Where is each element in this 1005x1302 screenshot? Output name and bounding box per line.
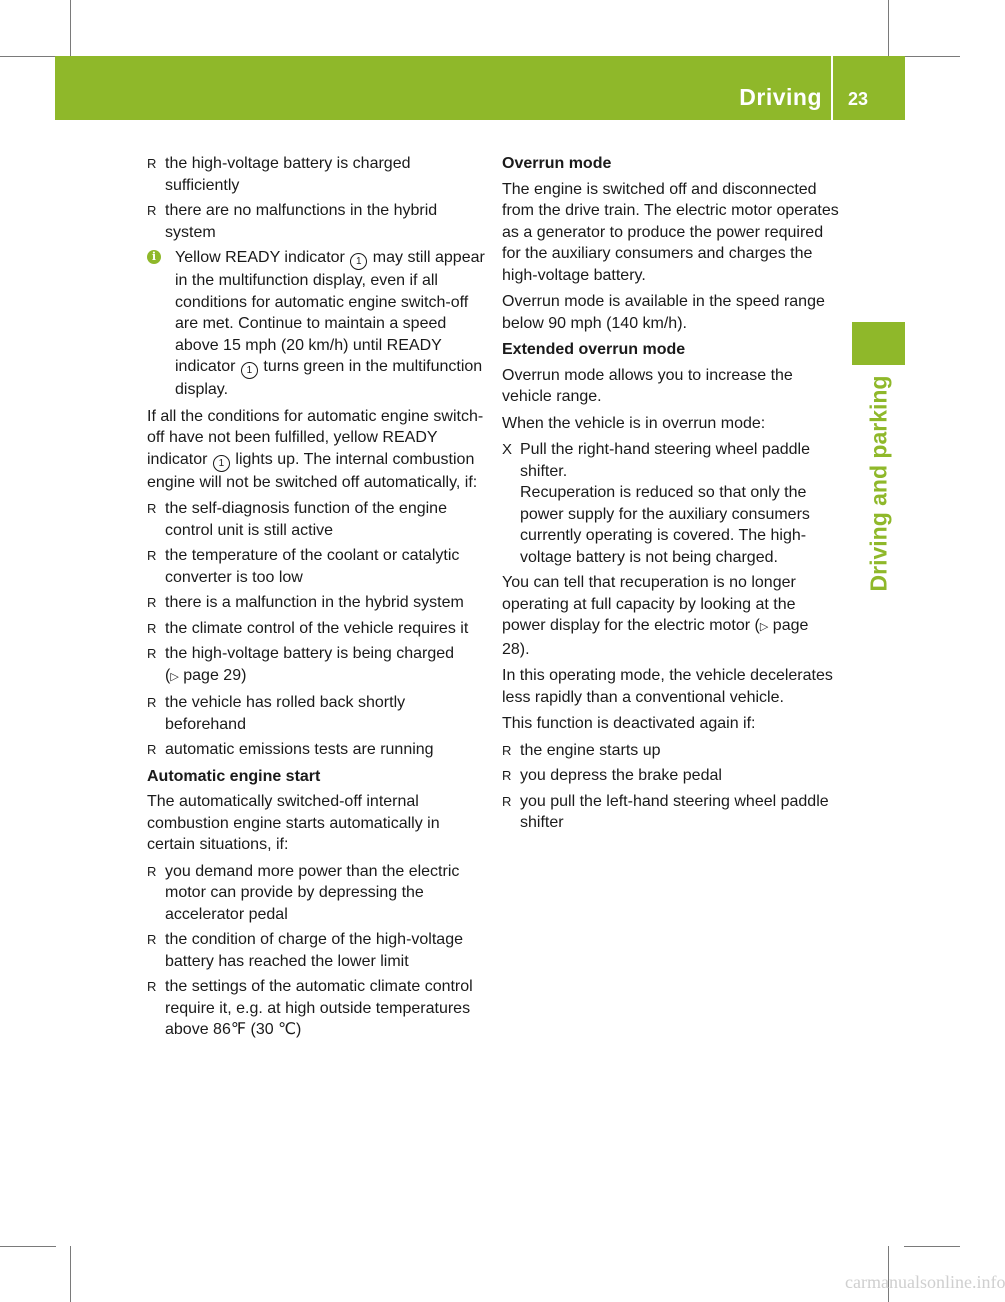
page-number: 23 (848, 89, 869, 109)
paragraph: This function is deactivated again if: (502, 715, 756, 732)
list-item: R there are no malfunctions in the hybrid system (147, 202, 438, 241)
bullet-icon: R (147, 501, 157, 516)
list-item: R the self-diagnosis function of the engine control unit is still active (147, 500, 447, 539)
section-heading: Automatic engine start (147, 767, 321, 785)
list-item: R the vehicle has rolled back shortly beforehand (147, 694, 406, 733)
right-column (502, 153, 840, 838)
crop-mark (888, 0, 889, 56)
bullet-icon: R (502, 793, 512, 809)
section-heading: Overrun mode (502, 155, 612, 172)
paragraph: Overrun mode allows you to increase the vehicle range. (502, 366, 793, 405)
list-item: R there is a malfunction in the hybrid system (147, 592, 485, 614)
crop-mark (904, 56, 960, 57)
list-item: R the settings of the automatic climate control require it, e.g. at high outside temperatures above 86℉ (30 ℃) (147, 978, 473, 1038)
bullet-icon: R (147, 695, 157, 710)
bullet-icon: R (147, 156, 157, 171)
crop-mark (0, 56, 56, 57)
paragraph: Overrun mode is available in the speed range below 90 mph (140 km/h). (502, 293, 825, 332)
list-item: R you pull the left-hand steering wheel paddle shifter (502, 792, 829, 831)
callout-1-icon: 1 (350, 253, 367, 270)
bullet-icon: R (147, 595, 157, 610)
crop-mark (904, 1246, 960, 1247)
crop-mark (70, 0, 71, 56)
crop-mark (70, 1246, 71, 1302)
info-note: i Yellow READY indicator 1 may still appear in the multifunction display, even if all conditions for automatic engine switch-off are met. Continue to maintain a speed above 15 mph (20 km/h) until READY indicator 1 turns green in the multifunction display. (147, 247, 485, 401)
list-item: R the engine starts up (502, 740, 840, 762)
bullet-icon: R (147, 620, 157, 636)
bullet-icon: R (502, 742, 512, 758)
list-item: R the temperature of the coolant or catalytic converter is too low (147, 547, 460, 586)
bullet-icon: R (147, 863, 157, 879)
chapter-label (852, 368, 905, 598)
page-title: Driving (739, 84, 822, 110)
chapter-tab (852, 322, 905, 365)
paragraph: If all the conditions for automatic engine switch-off have not been fulfilled, yellow READY indicator 1 lights up. The internal combustion engine will not be switched off automatically, if: (147, 407, 484, 491)
bullet-icon: R (147, 742, 157, 757)
watermark: carmanualsonline.info (845, 1272, 1005, 1292)
page-ref-link[interactable]: page 28). (502, 617, 809, 658)
bullet-icon: R (147, 932, 157, 947)
list-item: R automatic emissions tests are running (147, 739, 485, 761)
left-column (147, 153, 485, 1045)
action-step: X Pull the right-hand steering wheel paddle shifter. Recuperation is reduced so that only the power supply for the auxiliary consumers currently operating is covered. The high-voltage battery is not being charged. (502, 441, 810, 566)
bullet-icon: R (147, 646, 157, 661)
bullet-icon: R (147, 548, 157, 563)
paragraph: You can tell that recuperation is no longer operating at full capacity by looking at the power display for the electric motor (▷ page 28). (502, 574, 809, 658)
paragraph: The automatically switched-off internal combustion engine starts automatically in certain situations, if: (147, 793, 440, 853)
header-divider (831, 56, 833, 120)
bullet-icon: R (147, 979, 157, 994)
page-ref-link[interactable]: page 29) (183, 666, 247, 684)
list-item: R the high-voltage battery is charged sufficiently (147, 155, 411, 194)
paragraph: When the vehicle is in overrun mode: (502, 414, 766, 432)
paragraph: The engine is switched off and disconnected from the drive train. The electric motor operates as a generator to produce the power required for the auxiliary consumers and charges the high-voltage battery. (502, 180, 839, 284)
bullet-icon: R (502, 768, 512, 783)
callout-1-icon: 1 (241, 362, 258, 379)
list-item: R you demand more power than the electric motor can provide by depressing the accelerator pedal (147, 862, 460, 923)
chapter-label-text: Driving and parking (865, 375, 892, 591)
list-item: R the climate control of the vehicle requires it (147, 618, 485, 640)
callout-1-icon: 1 (213, 455, 230, 472)
page-ref-icon: ▷ (170, 670, 179, 683)
list-item: R you depress the brake pedal (502, 765, 840, 787)
action-marker-icon: X (502, 441, 513, 458)
crop-mark (0, 1246, 56, 1247)
page-ref-icon: ▷ (759, 621, 769, 633)
list-item: R the high-voltage battery is being charged (▷ page 29) (147, 645, 455, 684)
info-icon: i (147, 250, 161, 264)
section-heading: Extended overrun mode (502, 341, 686, 358)
paragraph: In this operating mode, the vehicle decelerates less rapidly than a conventional vehicle. (502, 667, 833, 706)
bullet-icon: R (147, 203, 157, 218)
list-item: R the condition of charge of the high-voltage battery has reached the lower limit (147, 931, 463, 970)
